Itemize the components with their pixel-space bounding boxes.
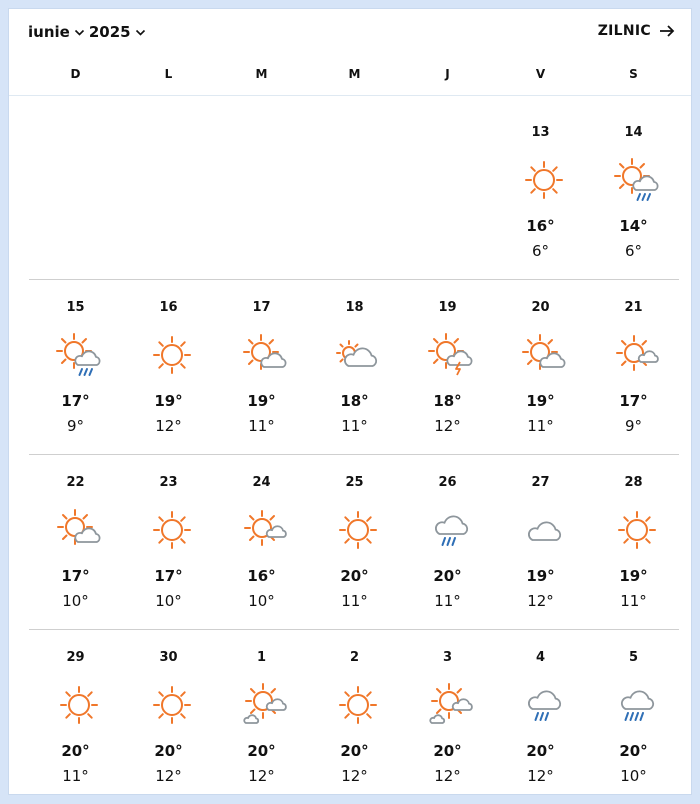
min-temperature: 11° bbox=[341, 417, 368, 435]
weekday-label: L bbox=[164, 67, 173, 81]
max-temperature: 20° bbox=[619, 742, 648, 760]
day-cell[interactable] bbox=[308, 455, 401, 625]
min-temperature: 12° bbox=[248, 767, 275, 785]
max-temperature: 20° bbox=[340, 567, 369, 585]
min-temperature: 10° bbox=[248, 592, 275, 610]
day-cell[interactable] bbox=[122, 455, 215, 625]
max-temperature: 20° bbox=[526, 742, 555, 760]
min-temperature: 12° bbox=[527, 592, 554, 610]
sun-icon bbox=[613, 506, 661, 554]
day-cell[interactable] bbox=[308, 630, 401, 800]
week-row bbox=[29, 454, 679, 629]
day-cell[interactable] bbox=[215, 455, 308, 625]
min-temperature: 6° bbox=[531, 242, 550, 260]
sun-cloud-rain-icon bbox=[613, 156, 661, 204]
day-cell[interactable] bbox=[122, 630, 215, 800]
cloud-heavy-rain-icon bbox=[613, 681, 661, 729]
min-temperature: 10° bbox=[620, 767, 647, 785]
max-temperature: 17° bbox=[61, 392, 90, 410]
day-cell[interactable] bbox=[401, 280, 494, 450]
day-cell[interactable] bbox=[401, 455, 494, 625]
day-number: 2 bbox=[349, 650, 360, 665]
chevron-down-icon[interactable] bbox=[74, 27, 85, 38]
day-number: 3 bbox=[442, 650, 453, 665]
day-number: 21 bbox=[624, 300, 643, 315]
day-number: 23 bbox=[159, 475, 178, 490]
day-cell[interactable] bbox=[587, 630, 680, 800]
day-number: 28 bbox=[624, 475, 643, 490]
max-temperature: 20° bbox=[433, 742, 462, 760]
sun-small-cloud-icon bbox=[241, 506, 289, 554]
min-temperature: 11° bbox=[434, 592, 461, 610]
sun-icon bbox=[520, 156, 568, 204]
min-temperature: 12° bbox=[434, 767, 461, 785]
max-temperature: 20° bbox=[247, 742, 276, 760]
day-cell[interactable] bbox=[215, 630, 308, 800]
weekday-label: V bbox=[535, 67, 546, 81]
day-cell[interactable] bbox=[587, 105, 680, 275]
calendar-header bbox=[9, 9, 691, 59]
weekday-label: S bbox=[629, 67, 638, 81]
sun-icon bbox=[148, 331, 196, 379]
max-temperature: 18° bbox=[433, 392, 462, 410]
day-cell[interactable] bbox=[401, 630, 494, 800]
day-cell[interactable] bbox=[587, 455, 680, 625]
sun-icon bbox=[334, 506, 382, 554]
day-number: 22 bbox=[66, 475, 85, 490]
sun-icon bbox=[148, 506, 196, 554]
max-temperature: 18° bbox=[340, 392, 369, 410]
max-temperature: 19° bbox=[154, 392, 183, 410]
arrow-right-icon bbox=[659, 24, 675, 38]
sun-icon bbox=[55, 681, 103, 729]
min-temperature: 10° bbox=[155, 592, 182, 610]
sun-cloud-icon bbox=[241, 331, 289, 379]
max-temperature: 20° bbox=[61, 742, 90, 760]
max-temperature: 17° bbox=[619, 392, 648, 410]
day-cell[interactable] bbox=[215, 280, 308, 450]
day-number: 30 bbox=[159, 650, 178, 665]
sun-two-clouds-icon bbox=[241, 681, 289, 729]
daily-link-label: ZILNIC bbox=[597, 23, 651, 39]
cloud-sun-small-icon bbox=[334, 331, 382, 379]
weekday-header-row bbox=[9, 63, 691, 96]
min-temperature: 12° bbox=[155, 767, 182, 785]
max-temperature: 14° bbox=[619, 217, 648, 235]
day-number: 17 bbox=[252, 300, 271, 315]
day-number: 14 bbox=[624, 125, 643, 140]
min-temperature: 12° bbox=[155, 417, 182, 435]
max-temperature: 20° bbox=[154, 742, 183, 760]
sun-icon bbox=[334, 681, 382, 729]
max-temperature: 20° bbox=[340, 742, 369, 760]
week-row bbox=[29, 105, 679, 279]
weekday-label: J bbox=[445, 67, 450, 81]
min-temperature: 11° bbox=[248, 417, 275, 435]
cloud-rain-icon bbox=[427, 506, 475, 554]
max-temperature: 19° bbox=[247, 392, 276, 410]
weekday-label: M bbox=[255, 67, 268, 81]
max-temperature: 19° bbox=[526, 567, 555, 585]
sun-cloud-icon bbox=[55, 506, 103, 554]
cloud-rain-icon bbox=[520, 681, 568, 729]
sun-cloud-rain-icon bbox=[55, 331, 103, 379]
min-temperature: 12° bbox=[434, 417, 461, 435]
year-label: 2025 bbox=[88, 23, 131, 41]
min-temperature: 10° bbox=[62, 592, 89, 610]
day-cell[interactable] bbox=[494, 455, 587, 625]
day-number: 16 bbox=[159, 300, 178, 315]
max-temperature: 16° bbox=[526, 217, 555, 235]
sun-cloud-storm-icon bbox=[427, 331, 475, 379]
min-temperature: 9° bbox=[66, 417, 85, 435]
weekday-label: M bbox=[348, 67, 361, 81]
sun-cloud-icon bbox=[520, 331, 568, 379]
day-cell[interactable] bbox=[494, 105, 587, 275]
day-number: 24 bbox=[252, 475, 271, 490]
max-temperature: 17° bbox=[61, 567, 90, 585]
day-cell[interactable] bbox=[494, 630, 587, 800]
week-row bbox=[29, 629, 679, 804]
sun-two-clouds-icon bbox=[427, 681, 475, 729]
sun-icon bbox=[148, 681, 196, 729]
min-temperature: 9° bbox=[624, 417, 643, 435]
sun-small-cloud-icon bbox=[613, 331, 661, 379]
day-number: 25 bbox=[345, 475, 364, 490]
day-number: 4 bbox=[535, 650, 546, 665]
day-cell[interactable] bbox=[29, 280, 122, 450]
min-temperature: 11° bbox=[620, 592, 647, 610]
max-temperature: 19° bbox=[526, 392, 555, 410]
month-year-selector[interactable] bbox=[28, 23, 146, 41]
day-number: 29 bbox=[66, 650, 85, 665]
day-cell[interactable] bbox=[494, 280, 587, 450]
month-label: iunie bbox=[28, 23, 70, 41]
max-temperature: 17° bbox=[154, 567, 183, 585]
min-temperature: 6° bbox=[624, 242, 643, 260]
day-number: 26 bbox=[438, 475, 457, 490]
day-cell[interactable] bbox=[308, 280, 401, 450]
min-temperature: 11° bbox=[62, 767, 89, 785]
max-temperature: 20° bbox=[433, 567, 462, 585]
day-number: 1 bbox=[256, 650, 267, 665]
day-cell[interactable] bbox=[29, 455, 122, 625]
day-number: 19 bbox=[438, 300, 457, 315]
weekday-label: D bbox=[70, 67, 81, 81]
min-temperature: 11° bbox=[341, 592, 368, 610]
daily-forecast-link[interactable] bbox=[598, 23, 675, 39]
max-temperature: 19° bbox=[619, 567, 648, 585]
chevron-down-icon[interactable] bbox=[135, 27, 146, 38]
day-number: 18 bbox=[345, 300, 364, 315]
cloud-icon bbox=[520, 506, 568, 554]
min-temperature: 11° bbox=[527, 417, 554, 435]
day-cell[interactable] bbox=[29, 630, 122, 800]
week-row bbox=[29, 279, 679, 454]
day-number: 27 bbox=[531, 475, 550, 490]
min-temperature: 12° bbox=[527, 767, 554, 785]
min-temperature: 12° bbox=[341, 767, 368, 785]
day-number: 20 bbox=[531, 300, 550, 315]
max-temperature: 16° bbox=[247, 567, 276, 585]
day-number: 5 bbox=[628, 650, 639, 665]
day-cell[interactable] bbox=[587, 280, 680, 450]
day-number: 15 bbox=[66, 300, 85, 315]
day-cell[interactable] bbox=[122, 280, 215, 450]
day-number: 13 bbox=[531, 125, 550, 140]
monthly-forecast-card bbox=[8, 8, 692, 795]
